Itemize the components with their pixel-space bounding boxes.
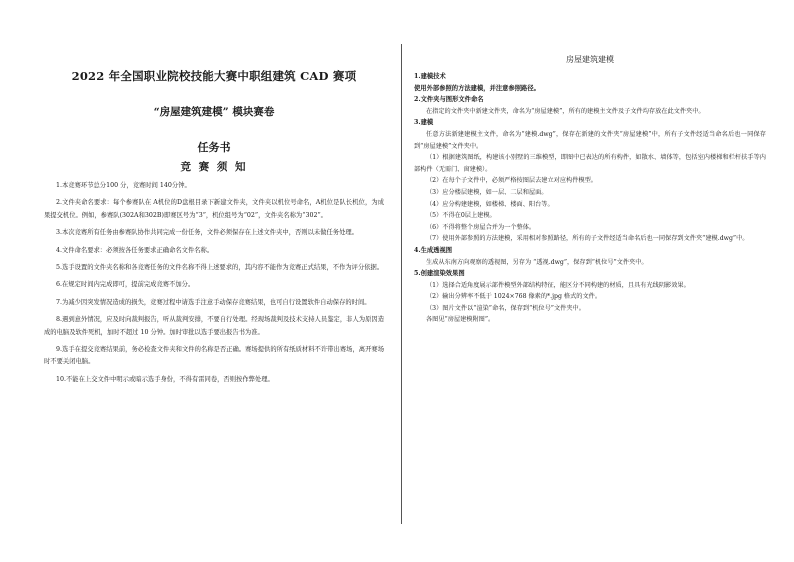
section-heading: 1.建模技术 <box>414 73 446 80</box>
note-item: 7.为减少因突发情况造成的损失，竞赛过程中请选手注意手动保存竞赛结果，也可自行设置软件自动保存的时间。 <box>56 298 371 306</box>
competition-title: 2022 年全国职业院校技能大赛中职组建筑 CAD 赛项 <box>71 69 357 83</box>
column-divider <box>401 44 402 524</box>
notes-list <box>44 180 384 386</box>
note-item: 6.在规定时间内完成即可，提前完成竞赛不加分。 <box>56 281 195 289</box>
section-body <box>414 71 766 326</box>
section-heading: 3.建模 <box>414 119 434 127</box>
note-item: 8.遇到意外情况，应及时向裁判报告，听从裁判安排，不要自行处理。经现场裁判及技术支持人员鉴定，非人为原因造成的电脑及软件死机，加时不超过 10 分钟。加时审批以选手要出报告书为准。 <box>44 316 384 336</box>
right-column <box>414 54 766 326</box>
left-column <box>44 68 384 391</box>
note-item: 10.不能在上交文件中明示或暗示选手身份，不得有雷同卷，否则按作弊处理。 <box>56 375 274 383</box>
section-paragraph: 生成从东南方向观察的透视图，另存为 “透视.dwg”，保存到“机位号”文件夹中。 <box>426 258 648 266</box>
section-paragraph: （1）选择合适角度展示部件模型外部结构特征，能区分不同构建的材质，且具有光线阴影效果。 <box>426 281 690 289</box>
section-heading: 使用外部参照的方法建模，并注意参照路径。 <box>414 84 540 92</box>
task-book-title: 任务书 <box>197 141 231 154</box>
competition-notes-title: 竞 赛 须 知 <box>180 161 248 173</box>
section-paragraph: （1）根据建筑图纸，构建该小别墅的三维模型，即图中已表达的所有构件，如散水、墙体等，包括室内楼梯和栏杆扶手等内部构件（无需门、窗建模）。 <box>414 154 766 173</box>
section-paragraph: （2）输出分辨率不低于 1024×768 像素的*.jpg 格式的文件。 <box>426 293 602 301</box>
note-item: 1.本竞赛环节总分100 分，竞赛时间 140分钟。 <box>56 182 191 189</box>
section-heading: 2.文件夹与图形文件命名 <box>414 96 484 104</box>
section-paragraph: （4）应分构建建模，如楼梯、楼面、阳台等。 <box>426 200 554 208</box>
note-item: 4.文件命名要求：必须按各任务要求正确命名文件名称。 <box>56 246 214 254</box>
section-paragraph: （5）不得在0层上建模。 <box>426 212 496 220</box>
note-item: 5.选手设置的文件夹名称和各竞赛任务的文件名称不得上述要求的，其内容不能作为竞赛正式结果，不作为评分依据。 <box>56 264 384 272</box>
section-paragraph: 各图见“房屋建模附图”。 <box>426 316 495 324</box>
section-paragraph: 在指定的文件夹中新建文件夹，命名为“房屋建模”，所有的建模主文件及子文件均存放在此文件夹中。 <box>426 107 705 115</box>
note-item: 3.本次竞赛所有任务由参赛队协作共同完成一份任务，文件必须保存在上述文件夹中，否则以未做任务处理。 <box>56 229 358 237</box>
section-title: 房屋建筑建模 <box>566 55 614 64</box>
module-title: “房屋建筑建模” 模块赛卷 <box>153 106 275 118</box>
section-paragraph: （6）不得将整个房屋合并为一个整体。 <box>426 223 536 231</box>
section-heading: 5.创建渲染效果图 <box>414 270 465 278</box>
section-heading: 4.生成透视图 <box>414 246 453 254</box>
note-item: 9.选手在提交竞赛结果前，务必检查文件夹和文件的名称是否正确。赛场提供的所有纸质材料不许带出赛场，离开赛场时不要关闭电脑。 <box>44 346 384 366</box>
note-item: 2.文件夹命名要求：每个参赛队在 A机位的D盘根目录下新建文件夹，文件夹以机位号命名，A机位是队长机位，为成果提交机位。例如，参赛队(302A和302B)即赛区号为“3”，机位组号为“02”，文件夹名称为“302”。 <box>44 199 384 219</box>
section-paragraph: （7）使用外部参照的方法建模，采用相对参照路径，所有的子文件经适当命名后也一同保存到文件夹“建模.dwg”中。 <box>426 235 749 243</box>
section-paragraph: （3）应分楼层建模，如一层、二层和屋面。 <box>426 188 548 196</box>
section-paragraph: 任意方法新建建模主文件，命名为“建模.dwg”，保存在新建的文件夹“房屋建模”中，所有子文件经适当命名后也一同保存到“房屋建模”文件夹中。 <box>414 130 766 150</box>
section-paragraph: （2）在每个子文件中，必须严格按图层去建立对应构件模型。 <box>426 177 597 185</box>
section-paragraph: （3）图片文件以“渲染”命名，保存到“机位号”文件夹中。 <box>426 304 585 312</box>
